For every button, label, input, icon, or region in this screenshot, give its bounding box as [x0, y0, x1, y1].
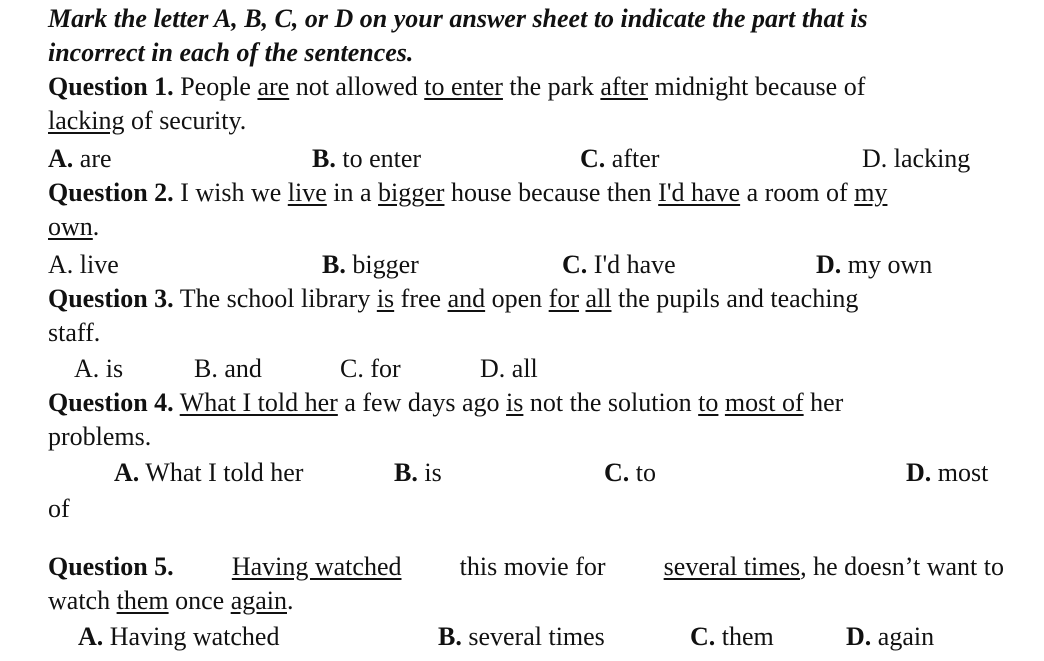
option-text: is [417, 458, 442, 487]
question-2-label: Question 2. [48, 178, 174, 207]
option-text: my own [841, 250, 933, 279]
question-1-line-2 [48, 106, 1004, 136]
option-text: again [871, 622, 935, 651]
q3-option-d[interactable] [480, 354, 538, 384]
q3-option-c[interactable] [340, 354, 401, 384]
option-letter: B. [194, 354, 218, 383]
option-letter: A. [48, 144, 74, 173]
option-letter: A. [114, 458, 140, 487]
question-3-line-1 [48, 284, 1004, 314]
q2-option-a[interactable] [48, 250, 119, 280]
option-letter: D. [816, 250, 842, 279]
option-text: for [363, 354, 401, 383]
option-text: I'd have [587, 250, 676, 279]
q4-text: her [803, 388, 844, 417]
q4-underline-a: What I told her [179, 388, 338, 417]
option-letter: A. [48, 250, 74, 279]
q4-option-d-overflow: of [48, 494, 70, 523]
option-text: and [217, 354, 262, 383]
option-letter: C. [580, 144, 606, 173]
option-text: most [931, 458, 989, 487]
option-text: Having watched [103, 622, 280, 651]
q2-underline-b: bigger [378, 178, 445, 207]
q1-underline-c: after [600, 72, 649, 101]
question-2-line-2 [48, 212, 1004, 242]
q5-option-b[interactable] [438, 622, 605, 652]
q1-option-d[interactable] [862, 144, 970, 174]
q3-text: free [394, 284, 448, 313]
option-letter: D. [846, 622, 872, 651]
q2-text: a room of [740, 178, 855, 207]
q3-option-b[interactable] [194, 354, 262, 384]
option-text: after [605, 144, 660, 173]
option-letter: D. [906, 458, 932, 487]
q2-text: . [92, 212, 100, 241]
q3-underline-b: and [447, 284, 486, 313]
q3-option-a[interactable] [74, 354, 123, 384]
q3-text: The school library [179, 284, 377, 313]
q5-text: . [287, 586, 294, 615]
question-1-label: Question 1. [48, 72, 174, 101]
option-letter: B. [322, 250, 346, 279]
q5-underline-c: them [116, 586, 169, 615]
option-letter: A. [78, 622, 104, 651]
q4-option-a[interactable] [114, 458, 303, 488]
q2-underline-c: I'd have [658, 178, 741, 207]
option-text: to [629, 458, 657, 487]
option-text: lacking [887, 144, 971, 173]
q2-underline-d: my [854, 178, 888, 207]
q3-underline-d: all [585, 284, 612, 313]
q1-underline-d: lacking [48, 106, 125, 135]
question-4-label: Question 4. [48, 388, 174, 417]
q1-text: not allowed [289, 72, 425, 101]
option-text: to enter [335, 144, 422, 173]
question-4-line-1 [48, 388, 1004, 418]
question-5-label: Question 5. [48, 552, 174, 581]
q2-option-c[interactable] [562, 250, 676, 280]
q4-underline-c: to [698, 388, 719, 417]
q5-segment-label [48, 552, 174, 582]
option-letter: D. [862, 144, 888, 173]
q4-underline-d: most of [724, 388, 804, 417]
q5-underline-d: again [230, 586, 287, 615]
question-1-line-1 [48, 72, 1004, 102]
option-text: is [99, 354, 124, 383]
q2-option-d[interactable] [816, 250, 932, 280]
q2-option-b[interactable] [322, 250, 419, 280]
option-text: What I told her [139, 458, 304, 487]
question-2-line-1 [48, 178, 1004, 208]
q5-text: , he doesn’t want to [800, 552, 1004, 581]
question-3-line-2 [48, 318, 1004, 348]
q5-option-d[interactable] [846, 622, 934, 652]
option-text: are [73, 144, 112, 173]
q1-text: of security. [124, 106, 247, 135]
q2-text: in a [326, 178, 379, 207]
option-letter: B. [394, 458, 418, 487]
q5-option-c[interactable] [690, 622, 774, 652]
q1-option-a[interactable] [48, 144, 112, 174]
option-letter: B. [312, 144, 336, 173]
question-3-label: Question 3. [48, 284, 174, 313]
q1-underline-a: are [257, 72, 290, 101]
q5-text: once [168, 586, 231, 615]
q5-option-a[interactable] [78, 622, 279, 652]
option-letter: C. [562, 250, 588, 279]
option-letter: C. [690, 622, 716, 651]
option-text: them [715, 622, 774, 651]
q3-underline-c: for [548, 284, 579, 313]
option-letter: C. [340, 354, 364, 383]
q3-text: staff. [48, 318, 101, 347]
option-letter: D. [480, 354, 506, 383]
option-letter: A. [74, 354, 100, 383]
question-5-line-2 [48, 586, 1004, 616]
option-text: live [73, 250, 119, 279]
option-letter: C. [604, 458, 630, 487]
option-letter: B. [438, 622, 462, 651]
q1-text: the park [502, 72, 601, 101]
q1-text: People [180, 72, 258, 101]
option-text: several times [461, 622, 605, 651]
q1-option-b[interactable] [312, 144, 421, 174]
q5-underline-b: several times [663, 552, 801, 581]
q2-underline-d: own [48, 212, 93, 241]
q5-text: watch [48, 586, 117, 615]
q2-text: house because then [444, 178, 659, 207]
q4-text: not the solution [523, 388, 699, 417]
instructions-line-2: incorrect in each of the sentences. [48, 38, 414, 67]
q2-text: I wish we [180, 178, 288, 207]
q4-text: a few days ago [337, 388, 507, 417]
q3-underline-a: is [376, 284, 395, 313]
option-text: bigger [345, 250, 419, 279]
q1-text: midnight because of [648, 72, 866, 101]
question-4-line-2 [48, 422, 1004, 452]
q1-option-c[interactable] [580, 144, 659, 174]
q4-underline-b: is [506, 388, 524, 417]
q4-option-d[interactable] [906, 458, 988, 488]
q4-option-b[interactable] [394, 458, 442, 488]
question-5-line-1 [48, 552, 1004, 582]
q5-segment [664, 552, 1004, 582]
option-text: all [505, 354, 538, 383]
q3-text: open [485, 284, 549, 313]
q5-underline-a: Having watched [231, 552, 402, 581]
instructions-line-1: Mark the letter A, B, C, or D on your answer sheet to indicate the part that is [48, 4, 868, 33]
q2-underline-a: live [287, 178, 327, 207]
q5-text: this movie for [459, 552, 606, 581]
q4-text: problems. [48, 422, 152, 451]
q4-option-c[interactable] [604, 458, 656, 488]
q1-underline-b: to enter [424, 72, 503, 101]
q3-text: the pupils and teaching [611, 284, 859, 313]
